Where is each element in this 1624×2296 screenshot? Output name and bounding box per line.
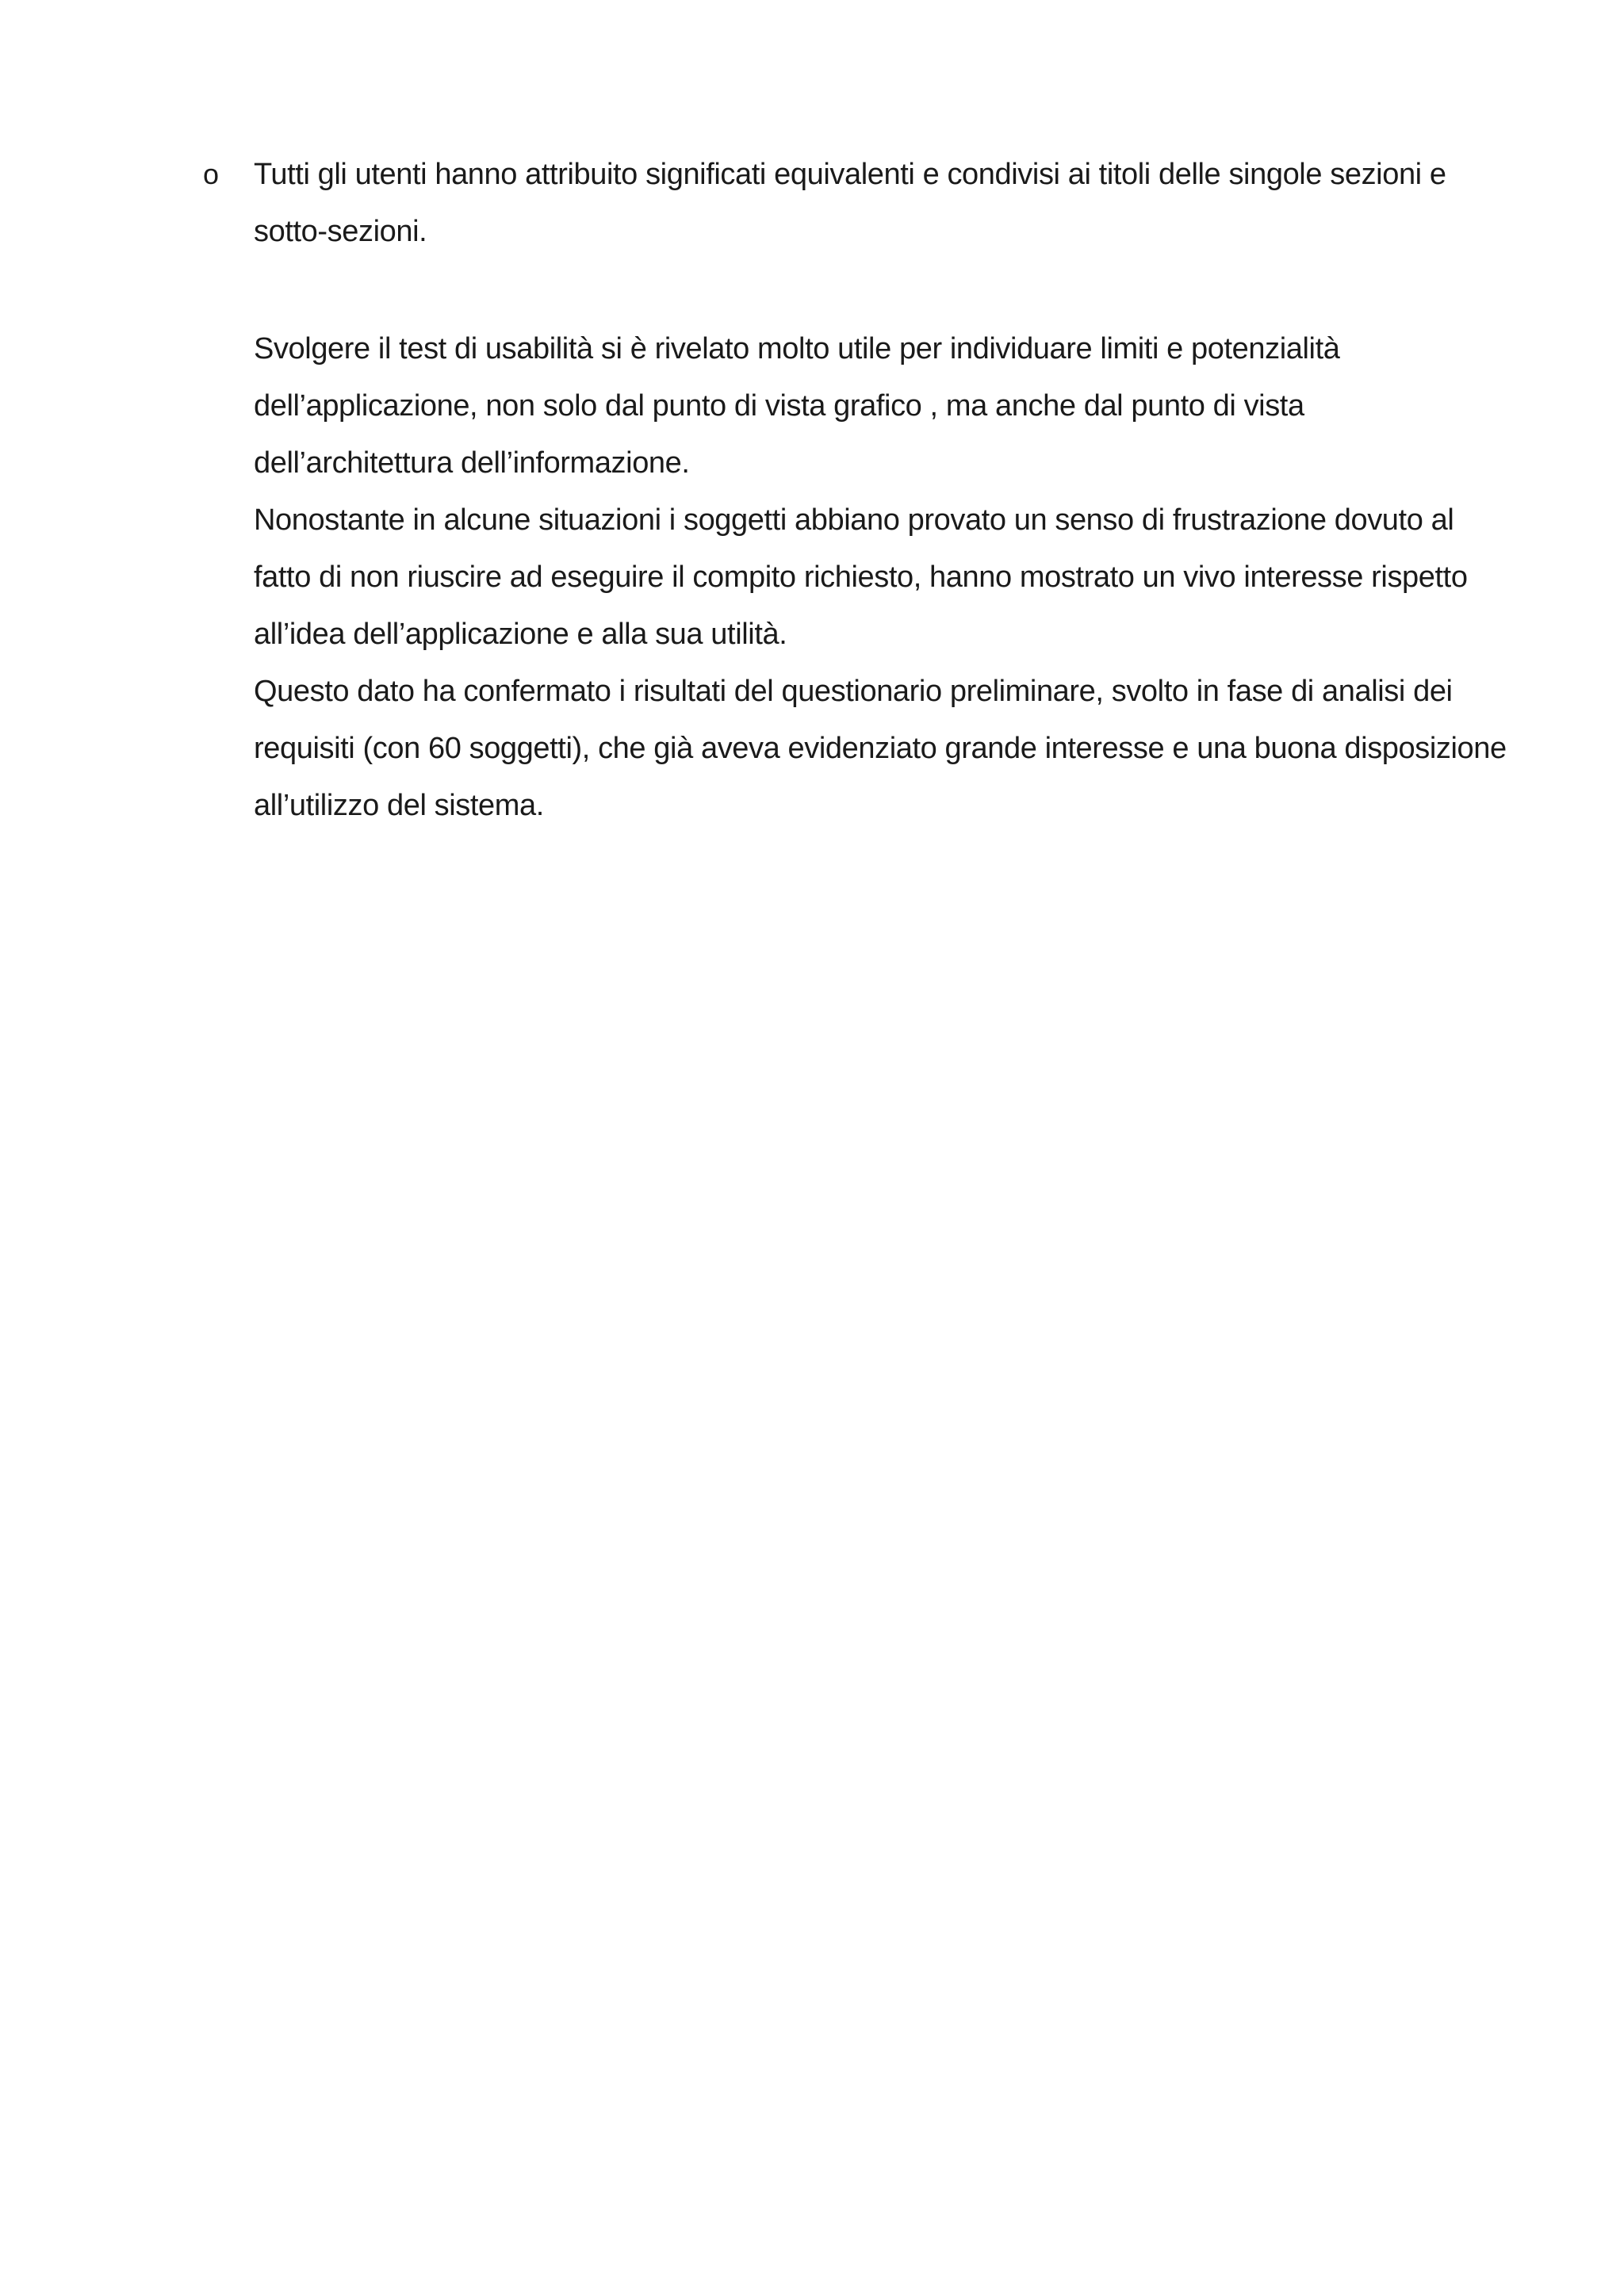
paragraph-line: dell’applicazione, non solo dal punto di vista grafico , ma anche dal punto di vista bbox=[254, 389, 1304, 423]
paragraph-line: Questo dato ha confermato i risultati del questionario preliminare, svolto in fase di analisi dei bbox=[254, 675, 1453, 708]
body-paragraphs bbox=[254, 320, 1507, 834]
bullet-item bbox=[254, 146, 1446, 260]
bullet-marker: o bbox=[203, 158, 219, 190]
bullet-line: Tutti gli utenti hanno attribuito significati equivalenti e condivisi ai titoli delle singole sezioni e bbox=[254, 158, 1446, 191]
paragraph-line: all’utilizzo del sistema. bbox=[254, 789, 544, 822]
paragraph-line: dell’architettura dell’informazione. bbox=[254, 446, 690, 480]
paragraph-line: requisiti (con 60 soggetti), che già aveva evidenziato grande interesse e una buona disposizione bbox=[254, 732, 1507, 765]
paragraph-line: fatto di non riuscire ad eseguire il compito richiesto, hanno mostrato un vivo interesse rispetto bbox=[254, 561, 1468, 594]
paragraph-line: all’idea dell’applicazione e alla sua utilità. bbox=[254, 618, 787, 651]
paragraph-line: Nonostante in alcune situazioni i soggetti abbiano provato un senso di frustrazione dovuto al bbox=[254, 503, 1454, 537]
bullet-line: sotto-sezioni. bbox=[254, 215, 427, 248]
paragraph-line: Svolgere il test di usabilità si è rivelato molto utile per individuare limiti e potenzialità bbox=[254, 332, 1340, 365]
